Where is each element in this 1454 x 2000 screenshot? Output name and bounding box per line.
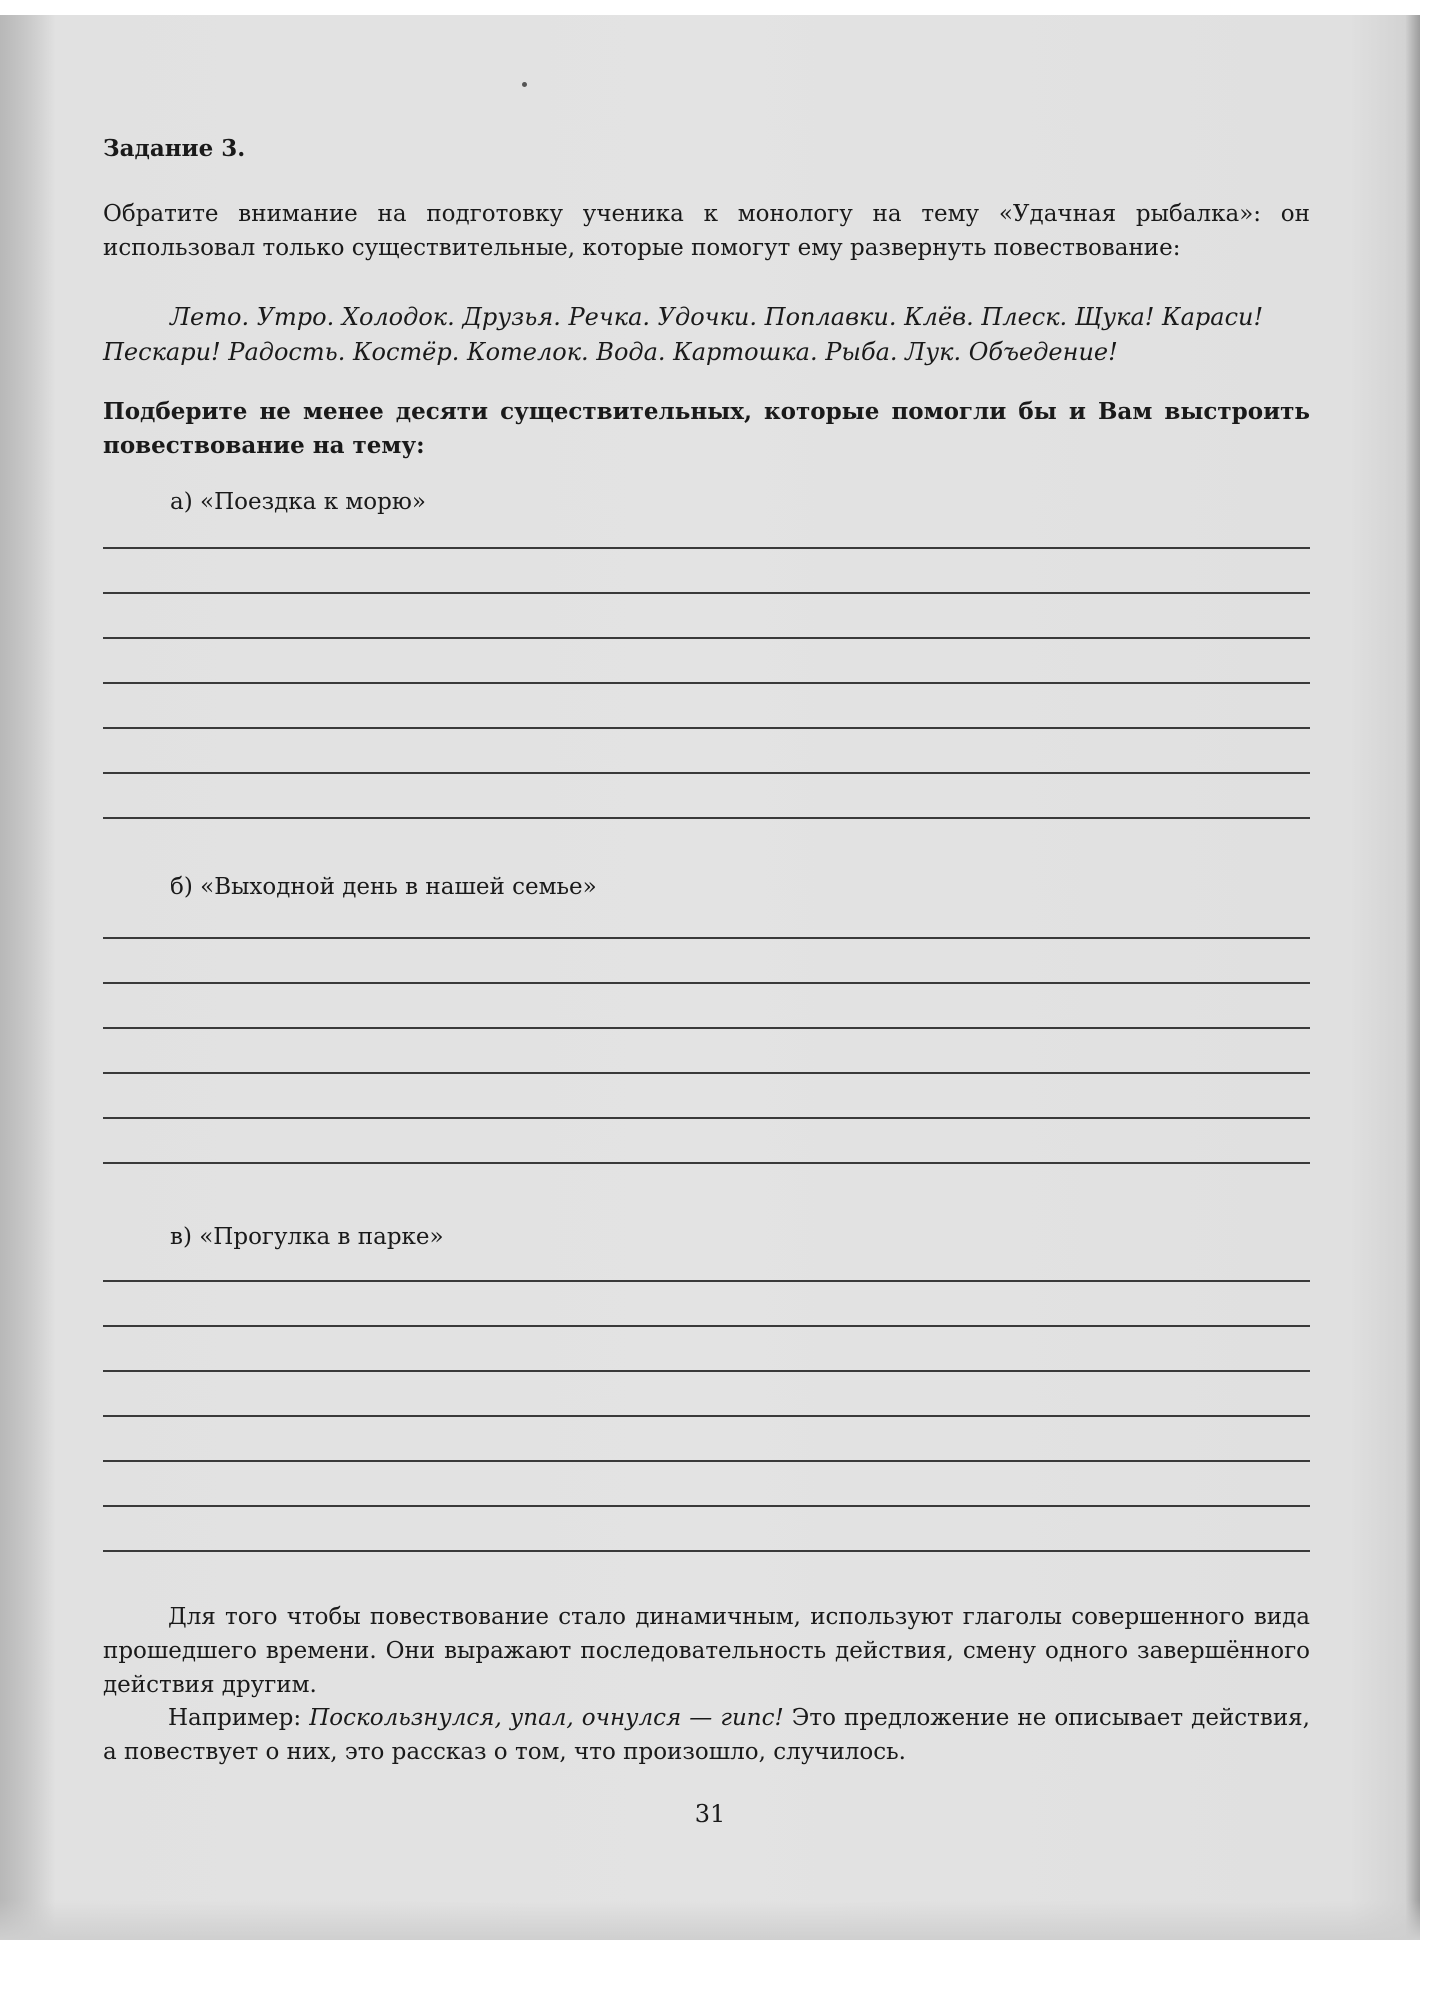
example-prefix: Например:	[168, 1705, 310, 1731]
answer-line[interactable]	[103, 1072, 1310, 1074]
grammar-note: Для того чтобы повествование стало динамичным, используют глаголы совершенного вида прошедшего времени. Они выражают последовательность действия, смену одного завершённого действия другим.	[103, 1604, 1310, 1698]
answer-line[interactable]	[103, 637, 1310, 639]
answer-line[interactable]	[103, 817, 1310, 819]
task-instruction: Подберите не менее десяти существительных, которые помогли бы и Вам выстроить повествование на тему:	[103, 398, 1310, 459]
grammar-example	[103, 1701, 1310, 1769]
topic-b-label: б) «Выходной день в нашей семье»	[170, 874, 597, 900]
page-left-shadow	[0, 15, 55, 1940]
answer-line[interactable]	[103, 1505, 1310, 1507]
example-explanation: Это предложение не описывает действия, а повествует о них, это рассказ о том, что произошло, случилось.	[103, 1705, 1310, 1765]
answer-line[interactable]	[103, 727, 1310, 729]
scanned-page	[0, 15, 1420, 1940]
answer-line[interactable]	[103, 682, 1310, 684]
page-number: 31	[694, 1800, 726, 1828]
answer-line[interactable]	[103, 772, 1310, 774]
task-title: Задание 3.	[103, 135, 246, 162]
answer-line[interactable]	[103, 1370, 1310, 1372]
topic-c-label: в) «Прогулка в парке»	[170, 1224, 444, 1250]
answer-line[interactable]	[103, 982, 1310, 984]
scan-speck	[522, 82, 527, 87]
answer-line[interactable]	[103, 1550, 1310, 1552]
answer-line[interactable]	[103, 1117, 1310, 1119]
answer-line[interactable]	[103, 1460, 1310, 1462]
answer-line[interactable]	[103, 592, 1310, 594]
answer-line[interactable]	[103, 1415, 1310, 1417]
answer-line[interactable]	[103, 1325, 1310, 1327]
answer-line[interactable]	[103, 1162, 1310, 1164]
answer-line[interactable]	[103, 547, 1310, 549]
example-nouns-line-1: Лето. Утро. Холодок. Друзья. Речка. Удочки. Поплавки. Клёв. Плеск. Щука! Караси!	[170, 303, 1264, 331]
page-right-edge	[1406, 15, 1420, 1940]
example-nouns-line-2: Пескари! Радость. Костёр. Котелок. Вода. Картошка. Рыба. Лук. Объедение!	[103, 338, 1118, 366]
answer-line[interactable]	[103, 1027, 1310, 1029]
answer-line[interactable]	[103, 1280, 1310, 1282]
task-intro: Обратите внимание на подготовку ученика к монологу на тему «Удачная рыбалка»: он использовал только существительные, которые помогут ему развернуть повествование:	[103, 201, 1310, 261]
example-sentence: Поскользнулся, упал, очнулся — гипс!	[309, 1705, 784, 1731]
answer-line[interactable]	[103, 937, 1310, 939]
page-bottom-shadow	[0, 1900, 1420, 1940]
topic-a-label: а) «Поездка к морю»	[170, 489, 426, 515]
